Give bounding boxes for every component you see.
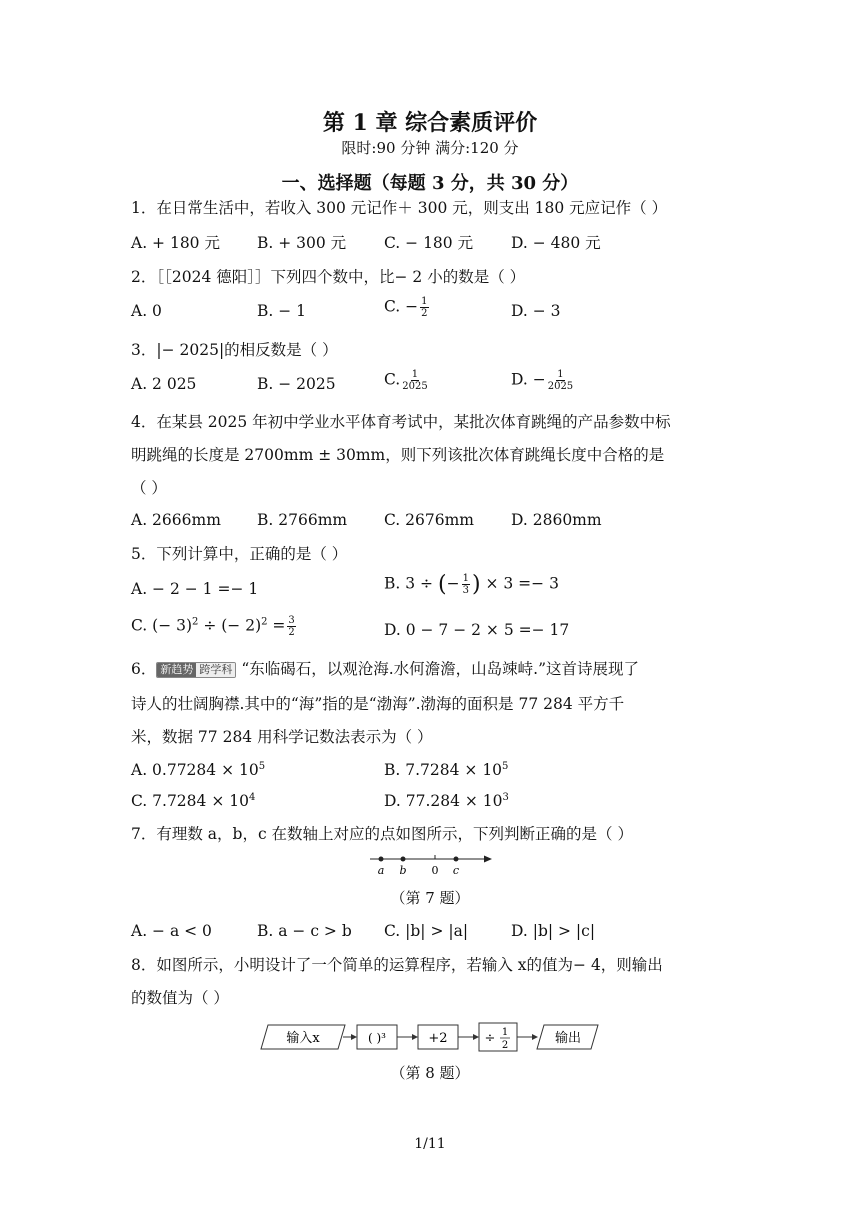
section-heading: 一、选择题（每题 3 分，共 30 分）	[281, 173, 579, 194]
fraction	[402, 369, 427, 392]
arrow-head-icon	[351, 1034, 357, 1040]
fraction	[420, 296, 428, 319]
figure-8-caption: （第 8 题）	[390, 1064, 470, 1082]
exponent: 2	[261, 616, 268, 628]
numerator: 1	[411, 369, 419, 380]
q6-option-c	[131, 792, 255, 810]
flow-cube-label: ( )³	[368, 1031, 386, 1045]
q2-option-a: A. 0	[131, 302, 162, 320]
denominator: 2025	[402, 381, 428, 392]
fraction	[462, 573, 470, 596]
flowchart-figure	[260, 1020, 605, 1054]
option-base: A. 0.77284 × 10	[131, 761, 259, 780]
arrow-head-icon	[412, 1034, 418, 1040]
question-7-stem: 7．有理数 a，b，c 在数轴上对应的点如图所示，下列判断正确的是（ ）	[131, 825, 633, 843]
q6-option-b	[384, 761, 508, 779]
fraction	[548, 369, 573, 392]
q3-option-c-prefix: C.	[384, 370, 401, 389]
numerator: 3	[288, 615, 295, 626]
denominator: 2	[421, 308, 428, 319]
q4-option-c: C. 2676mm	[384, 511, 475, 529]
q3-option-d-prefix: D. −	[511, 370, 546, 389]
option-base: C. 7.7284 × 10	[131, 792, 249, 811]
q1-option-c: C. − 180 元	[384, 234, 474, 252]
flow-divide-numerator: 1	[501, 1027, 509, 1038]
q1-option-a: A. + 180 元	[131, 234, 220, 252]
exponent: 3	[502, 792, 509, 803]
page-subtitle: 限时:90 分钟 满分:120 分	[341, 139, 519, 157]
q1-option-b: B. + 300 元	[257, 234, 347, 252]
left-paren: (	[437, 572, 447, 597]
q5-option-b-suffix: × 3 =− 3	[485, 574, 559, 593]
point-c	[454, 857, 459, 862]
flow-input-label: 输入x	[286, 1031, 320, 1046]
page-number: 1/11	[414, 1136, 446, 1152]
q6-option-a	[131, 761, 265, 779]
numerator: 1	[462, 573, 469, 584]
label-c: c	[452, 864, 460, 877]
badge-new-trend: 新趋势	[157, 663, 196, 677]
fraction	[287, 615, 295, 638]
question-6-line-1	[131, 657, 639, 679]
denominator: 2	[288, 627, 295, 638]
equals-sign: =	[267, 616, 286, 635]
question-2-stem: 2．［［2024 德阳］］下列四个数中，比− 2 小的数是（ ）	[131, 268, 526, 286]
option-base: D. 77.284 × 10	[384, 792, 503, 811]
option-base: B. 7.7284 × 10	[384, 761, 503, 780]
denominator: 3	[462, 585, 469, 596]
q5-option-d: D. 0 − 7 − 2 × 5 =− 17	[384, 621, 570, 639]
q7-option-c: C. |b| > |a|	[384, 922, 469, 940]
page-title: 第 1 章 综合素质评价	[322, 110, 538, 136]
right-paren: )	[471, 572, 481, 597]
q3-option-b: B. − 2025	[257, 375, 336, 393]
question-4-line-2: 明跳绳的长度是 2700mm ± 30mm，则下列该批次体育跳绳长度中合格的是	[131, 446, 665, 464]
q4-option-d: D. 2860mm	[511, 511, 602, 529]
label-b: b	[399, 864, 407, 877]
question-6-text: “东临碣石，以观沧海.水何澹澹，山岛竦峙.”这首诗展现了	[241, 660, 640, 678]
q4-option-a: A. 2666mm	[131, 511, 221, 529]
question-4-line-1: 4．在某县 2025 年初中学业水平体育考试中，某批次体育跳绳的产品参数中标	[131, 413, 671, 431]
q5-option-c-divisor: ÷ (− 2)	[198, 616, 262, 635]
arrow-head-icon	[473, 1034, 479, 1040]
numerator: 1	[557, 369, 564, 380]
q2-option-b: B. − 1	[257, 302, 307, 320]
label-zero: 0	[431, 864, 439, 877]
q1-option-d: D. − 480 元	[511, 234, 601, 252]
exponent: 5	[258, 761, 266, 772]
q7-option-b: B. a − c > b	[257, 922, 352, 940]
q3-option-c	[384, 369, 430, 392]
exponent: 5	[502, 761, 509, 772]
q5-option-a: A. − 2 − 1 =− 1	[131, 580, 259, 598]
q5-option-c	[131, 615, 298, 638]
arrow-head-icon	[484, 856, 492, 863]
question-5-stem: 5．下列计算中，正确的是（ ）	[131, 545, 348, 563]
flow-divide-denominator: 2	[501, 1040, 509, 1051]
flow-plus-label: +2	[428, 1031, 448, 1046]
question-6-line-2: 诗人的壮阔胸襟.其中的“海”指的是“渤海”.渤海的面积是 77 284 平方千	[131, 695, 625, 713]
label-a: a	[377, 864, 385, 877]
q3-option-d	[511, 369, 575, 392]
q5-option-b-prefix: B. 3 ÷	[384, 574, 434, 593]
flow-output-label: 输出	[554, 1031, 582, 1046]
point-a	[379, 857, 384, 862]
number-line-figure	[368, 852, 494, 878]
q5-option-c-base: C. (− 3)	[131, 616, 193, 635]
q2-option-c	[384, 296, 431, 319]
figure-7-caption: （第 7 题）	[390, 889, 470, 907]
q3-option-a: A. 2 025	[131, 375, 197, 393]
question-4-line-3: （ ）	[131, 479, 167, 497]
badge-cross-subject: 跨学科	[196, 663, 235, 677]
tag-badge	[156, 662, 236, 678]
question-number: 6．	[131, 660, 157, 678]
point-b	[401, 857, 406, 862]
q7-option-d: D. |b| > |c|	[511, 922, 596, 940]
question-1-stem: 1．在日常生活中，若收入 300 元记作＋ 300 元，则支出 180 元应记作（ ）	[131, 199, 668, 217]
q7-option-a: A. − a < 0	[131, 922, 212, 940]
arrow-head-icon	[532, 1034, 538, 1040]
q4-option-b: B. 2766mm	[257, 511, 348, 529]
q5-option-b: B. 3 ÷ (− $\frac{1}{3}$ ) × 3 =− 3	[384, 572, 559, 597]
exponent: 4	[248, 792, 256, 803]
q6-option-d	[384, 792, 509, 810]
exponent: 2	[192, 616, 199, 628]
flow-divide-sign: ÷	[484, 1031, 496, 1046]
q2-option-c-prefix: C. −	[384, 297, 419, 316]
question-3-stem: 3．|− 2025|的相反数是（ ）	[131, 341, 338, 359]
question-8-line-1: 8．如图所示，小明设计了一个简单的运算程序，若输入 x的值为− 4，则输出	[131, 956, 663, 974]
numerator: 1	[421, 296, 428, 307]
question-8-line-2: 的数值为（ ）	[131, 989, 229, 1007]
q2-option-d: D. − 3	[511, 302, 561, 320]
denominator: 2025	[547, 381, 574, 392]
question-6-line-3: 米，数据 77 284 用科学记数法表示为（ ）	[131, 728, 433, 746]
